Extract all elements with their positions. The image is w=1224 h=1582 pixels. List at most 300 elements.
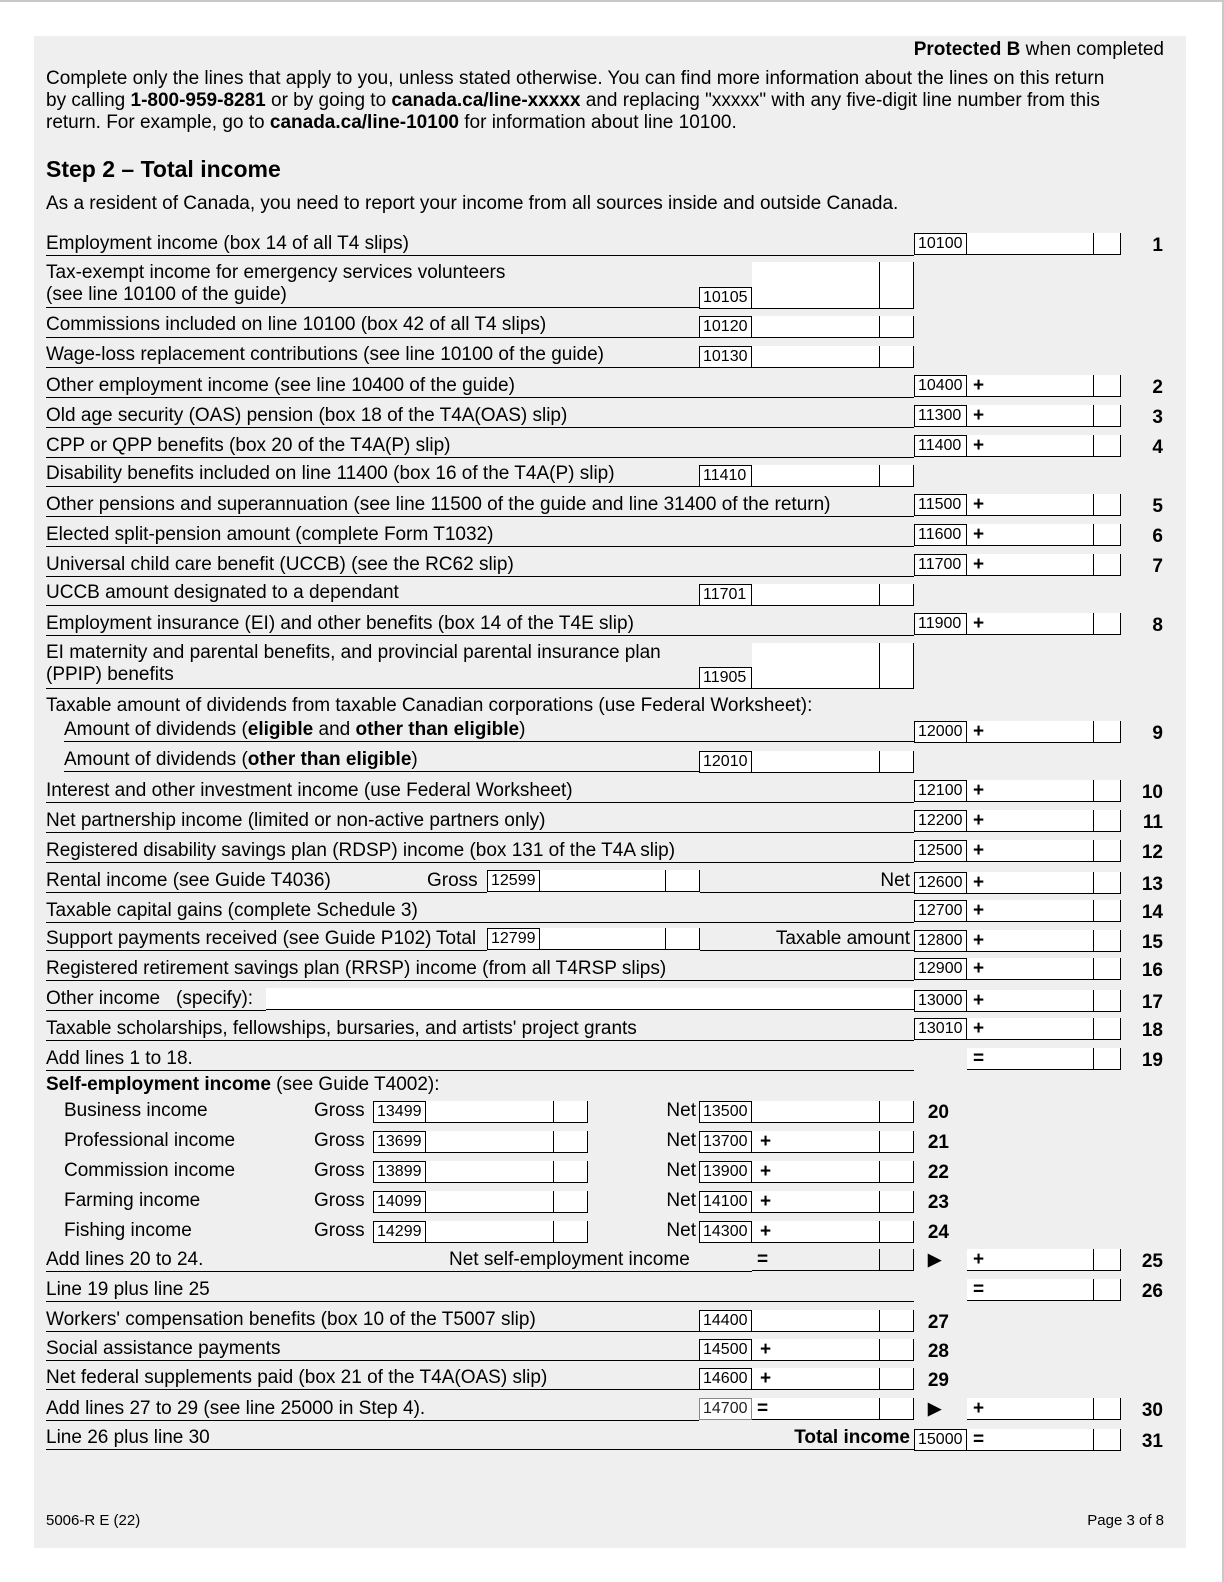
line-number-28: 28 <box>927 1341 949 1362</box>
amount-field-14700[interactable] <box>752 1398 914 1420</box>
line-number-14: 14 <box>1141 902 1163 923</box>
amount-field-14300-cents-divider <box>879 1221 880 1243</box>
r28-operator: + <box>760 1339 772 1360</box>
line-number-27: 27 <box>927 1312 949 1333</box>
amount-field-12100[interactable] <box>967 780 1121 802</box>
r4a-underline <box>46 486 699 487</box>
line-code-13900: 13900 <box>699 1161 752 1183</box>
amount-field-12500-cents-divider <box>1093 840 1094 862</box>
r26-operator: = <box>973 1279 985 1300</box>
r29-label: Net federal supplements paid (box 21 of the T4A(OAS) slip) <box>46 1367 548 1388</box>
r13-label: Rental income (see Guide T4036) <box>46 870 331 891</box>
r9-text: and <box>313 719 356 740</box>
line-code-12100: 12100 <box>914 780 967 802</box>
line-code-10100: 10100 <box>914 233 967 255</box>
r7-label: Universal child care benefit (UCCB) (see the RC62 slip) <box>46 554 514 575</box>
amount-field-12799[interactable] <box>540 928 700 950</box>
line-number-12: 12 <box>1141 842 1163 863</box>
line-number-5: 5 <box>1152 496 1163 517</box>
line-number-6: 6 <box>1152 526 1163 547</box>
amount-field-14500-cents-divider <box>879 1339 880 1361</box>
amount-field-12000[interactable] <box>967 721 1121 743</box>
r19-underline <box>46 1070 914 1071</box>
protected-b-rest: when completed <box>1020 39 1164 60</box>
amount-field-12800[interactable] <box>967 930 1121 952</box>
r16-label: Registered retirement savings plan (RRSP) income (from all T4RSP slips) <box>46 958 667 979</box>
intro-text: by calling <box>46 90 131 111</box>
line-code-15000: 15000 <box>914 1429 967 1451</box>
step-title: Step 2 – Total income <box>46 156 281 182</box>
line-number-2: 2 <box>1152 377 1163 398</box>
r1-underline <box>46 255 914 256</box>
amount-field-14100-cents-divider <box>879 1191 880 1213</box>
r30-label: Add lines 27 to 29 (see line 25000 in Step 4). <box>46 1398 426 1419</box>
r1c-underline <box>46 367 699 368</box>
r21-net-label: Net <box>666 1130 696 1151</box>
amount-field-11900[interactable] <box>967 613 1121 635</box>
line-code-11701: 11701 <box>699 584 752 606</box>
r8a-label-2: (PPIP) benefits <box>46 664 174 685</box>
intro-line-3 <box>46 112 737 134</box>
r30-underline <box>46 1420 699 1421</box>
amount-field-10120-cents-divider <box>879 316 880 338</box>
line-number-8: 8 <box>1152 615 1163 636</box>
line-number-31: 31 <box>1141 1431 1163 1452</box>
amount-field-11500[interactable] <box>967 494 1121 516</box>
line-code-12900: 12900 <box>914 958 967 980</box>
r15-label: Support payments received (see Guide P102) <box>46 928 432 949</box>
r29-underline <box>46 1389 699 1390</box>
r11-label: Net partnership income (limited or non-active partners only) <box>46 810 546 831</box>
amount-field-net-self-employment[interactable] <box>752 1249 914 1271</box>
r27-label: Workers' compensation benefits (box 10 of the T5007 slip) <box>46 1309 536 1330</box>
line-number-21: 21 <box>927 1132 949 1153</box>
r8-operator: + <box>973 613 985 634</box>
r30-equals: = <box>757 1398 769 1419</box>
r5-label: Other pensions and superannuation (see line 11500 of the guide and line 31400 of the return) <box>46 494 831 515</box>
amount-field-11600-cents-divider <box>1093 524 1094 546</box>
amount-field-14400[interactable] <box>752 1310 914 1332</box>
r9a-other-than-eligible: other than eligible <box>247 749 412 770</box>
amount-field-12500[interactable] <box>967 840 1121 862</box>
r9-other-than-eligible: other than eligible <box>355 719 520 740</box>
line-code-13000: 13000 <box>914 990 967 1012</box>
amount-field-14400-cents-divider <box>879 1310 880 1332</box>
amount-field-13699[interactable] <box>426 1131 588 1153</box>
line-number-7: 7 <box>1152 556 1163 577</box>
r12-label: Registered disability savings plan (RDSP) income (box 131 of the T4A slip) <box>46 840 676 861</box>
page-shadow-top <box>0 0 1224 2</box>
amount-field-12800-cents-divider <box>1093 930 1094 952</box>
r16-underline <box>46 980 914 981</box>
r21-label: Professional income <box>64 1130 236 1151</box>
r4-operator: + <box>973 435 985 456</box>
amount-field-11905-cents-divider <box>879 643 880 689</box>
r23-operator: + <box>760 1191 772 1212</box>
r20-net-label: Net <box>666 1100 696 1121</box>
total-income-label: Total income <box>794 1427 910 1448</box>
r17-underline <box>46 1010 266 1011</box>
amount-field-11600[interactable] <box>967 524 1121 546</box>
amount-field-14099[interactable] <box>426 1191 588 1213</box>
line-code-11600: 11600 <box>914 524 967 546</box>
amount-field-12010-cents-divider <box>879 751 880 773</box>
r24-net-label: Net <box>666 1220 696 1241</box>
r12-underline <box>46 862 914 863</box>
r9-operator: + <box>973 721 985 742</box>
r1-label: Employment income (box 14 of all T4 slips) <box>46 233 409 254</box>
line-code-11410: 11410 <box>699 465 752 487</box>
r1c-label: Wage-loss replacement contributions (see line 10100 of the guide) <box>46 344 605 365</box>
amount-field-14300[interactable] <box>752 1221 914 1243</box>
r14-operator: + <box>973 900 985 921</box>
r17-operator: + <box>973 990 985 1011</box>
r20-gross-label: Gross <box>314 1100 365 1121</box>
r2-label: Other employment income (see line 10400 of the guide) <box>46 375 515 396</box>
line-number-29: 29 <box>927 1370 949 1391</box>
r24-operator: + <box>760 1221 772 1242</box>
r14-underline <box>46 922 914 923</box>
r14-label: Taxable capital gains (complete Schedule 3) <box>46 900 418 921</box>
intro-text: and replacing "xxxxx" with any five-digit line number from this <box>580 90 1100 111</box>
line-number-3: 3 <box>1152 407 1163 428</box>
r1b-underline <box>46 337 699 338</box>
amount-field-10400[interactable] <box>967 375 1121 397</box>
form-identifier: 5006-R E (22) <box>46 1512 141 1529</box>
r20-label: Business income <box>64 1100 208 1121</box>
r26-label: Line 19 plus line 25 <box>46 1279 210 1300</box>
r22-operator: + <box>760 1161 772 1182</box>
line-code-11905: 11905 <box>699 667 752 689</box>
r22-net-label: Net <box>666 1160 696 1181</box>
r25-label: Add lines 20 to 24. <box>46 1249 204 1270</box>
r17-specify-label: (specify): <box>176 988 254 1009</box>
line-code-12010: 12010 <box>699 751 752 773</box>
r24-label: Fishing income <box>64 1220 192 1241</box>
r16-operator: + <box>973 958 985 979</box>
r5-operator: + <box>973 494 985 515</box>
r29-operator: + <box>760 1368 772 1389</box>
amount-field-13899[interactable] <box>426 1161 588 1183</box>
amount-field-13499[interactable] <box>426 1101 588 1123</box>
line-code-10400: 10400 <box>914 375 967 397</box>
amount-field-14299[interactable] <box>426 1221 588 1243</box>
r1a-label-1: Tax-exempt income for emergency services volunteers <box>46 262 506 283</box>
example-url-link[interactable]: canada.ca/line-10100 <box>269 112 459 133</box>
amount-field-line-19-cents-divider <box>1093 1048 1094 1070</box>
r6-underline <box>46 546 914 547</box>
line-number-19: 19 <box>1141 1050 1163 1071</box>
amount-field-14600[interactable] <box>752 1368 914 1390</box>
amount-field-10105-cents-divider <box>879 262 880 309</box>
amount-field-13010-cents-divider <box>1093 1018 1094 1040</box>
amount-field-12700[interactable] <box>967 900 1121 922</box>
amount-field-13900[interactable] <box>752 1161 914 1183</box>
line-code-14099: 14099 <box>373 1191 426 1213</box>
amount-field-12700-cents-divider <box>1093 900 1094 922</box>
protected-b-label: Protected B <box>913 39 1021 60</box>
amount-field-13900-cents-divider <box>879 1161 880 1183</box>
line-code-10105: 10105 <box>699 287 752 309</box>
r9-eligible: eligible <box>247 719 314 740</box>
amount-field-11700[interactable] <box>967 554 1121 576</box>
r17-label: Other income <box>46 988 161 1009</box>
amount-field-line-30[interactable] <box>967 1398 1121 1420</box>
line-number-25: 25 <box>1141 1251 1163 1272</box>
amount-field-12010[interactable] <box>752 751 914 773</box>
amount-field-line-25[interactable] <box>967 1249 1121 1271</box>
line-number-22: 22 <box>927 1162 949 1183</box>
amount-field-13000-cents-divider <box>1093 990 1094 1012</box>
line-code-12800: 12800 <box>914 930 967 952</box>
amount-field-12799-cents-divider <box>665 928 666 950</box>
line-code-12599: 12599 <box>487 870 540 892</box>
line-code-12600: 12600 <box>914 872 967 894</box>
amount-field-13699-cents-divider <box>553 1131 554 1153</box>
line-code-14700: 14700 <box>699 1398 752 1420</box>
r25-net-self-employment-label: Net self-employment income <box>449 1249 690 1270</box>
amount-field-14700-cents-divider <box>879 1398 880 1420</box>
dividends-heading: Taxable amount of dividends from taxable Canadian corporations (use Federal Worksheet): <box>46 695 813 716</box>
r13-underline <box>46 892 487 893</box>
line-number-15: 15 <box>1141 932 1163 953</box>
r13-net-underline <box>700 892 914 893</box>
line-code-12700: 12700 <box>914 900 967 922</box>
r3-operator: + <box>973 405 985 426</box>
amount-field-14099-cents-divider <box>553 1191 554 1213</box>
self-employment-heading-bold: Self-employment income <box>46 1074 271 1095</box>
amount-field-12600[interactable] <box>967 872 1121 894</box>
r7-operator: + <box>973 554 985 575</box>
amount-field-11410-cents-divider <box>879 465 880 487</box>
r8a-underline <box>46 688 699 689</box>
step-subtitle: As a resident of Canada, you need to report your income from all sources inside and outside Canada. <box>46 193 899 214</box>
r25-equals: = <box>757 1249 769 1270</box>
self-employment-heading <box>46 1074 440 1096</box>
line-code-11400: 11400 <box>914 435 967 457</box>
amount-field-12900[interactable] <box>967 958 1121 980</box>
r1b-label: Commissions included on line 10100 (box 42 of all T4 slips) <box>46 314 547 335</box>
r2-underline <box>46 397 914 398</box>
line-code-13010: 13010 <box>914 1018 967 1040</box>
amount-field-11300[interactable] <box>967 405 1121 427</box>
amount-field-10120[interactable] <box>752 316 914 338</box>
amount-field-line-19[interactable] <box>967 1048 1121 1070</box>
amount-field-11701[interactable] <box>752 584 914 606</box>
line-code-12500: 12500 <box>914 840 967 862</box>
r3-label: Old age security (OAS) pension (box 18 of the T4A(OAS) slip) <box>46 405 568 426</box>
r7a-label: UCCB amount designated to a dependant <box>46 582 399 603</box>
r9a-label <box>64 749 418 771</box>
amount-field-12599-cents-divider <box>665 870 666 892</box>
line-code-14500: 14500 <box>699 1339 752 1361</box>
amount-field-11400[interactable] <box>967 435 1121 457</box>
line-number-9: 9 <box>1152 723 1163 744</box>
r9a-text: Amount of dividends ( <box>64 749 248 770</box>
r31-label: Line 26 plus line 30 <box>46 1427 210 1448</box>
amount-field-12599[interactable] <box>540 870 700 892</box>
r11-operator: + <box>973 810 985 831</box>
line-code-13499: 13499 <box>373 1101 426 1123</box>
r25-underline <box>46 1271 752 1272</box>
r9-text: ) <box>519 719 526 740</box>
r12-operator: + <box>973 840 985 861</box>
line-number-1: 1 <box>1152 235 1163 256</box>
r9-underline <box>64 741 914 742</box>
line-number-17: 17 <box>1141 992 1163 1013</box>
r22-label: Commission income <box>64 1160 236 1181</box>
amount-field-11410[interactable] <box>752 465 914 487</box>
r5-underline <box>46 516 914 517</box>
r1a-label-2: (see line 10100 of the guide) <box>46 284 287 305</box>
amount-field-13010[interactable] <box>967 1018 1121 1040</box>
amount-field-11905[interactable] <box>752 643 914 689</box>
line-code-14300: 14300 <box>699 1221 752 1243</box>
r15-underline <box>46 950 487 951</box>
r6-label: Elected split-pension amount (complete Form T1032) <box>46 524 494 545</box>
line-url-link[interactable]: canada.ca/line-xxxxx <box>391 90 581 111</box>
line-code-13700: 13700 <box>699 1131 752 1153</box>
r10-label: Interest and other investment income (use Federal Worksheet) <box>46 780 573 801</box>
line-code-11300: 11300 <box>914 405 967 427</box>
amount-field-11701-cents-divider <box>879 584 880 606</box>
r27-underline <box>46 1331 699 1332</box>
amount-field-10105[interactable] <box>752 262 914 309</box>
r15-net-underline <box>700 950 914 951</box>
self-employment-heading-rest: (see Guide T4002): <box>270 1074 440 1095</box>
r23-label: Farming income <box>64 1190 201 1211</box>
arrow-right-icon: ▶ <box>928 1250 942 1269</box>
other-income-specify-input[interactable] <box>266 988 914 1010</box>
amount-field-13000[interactable] <box>967 990 1121 1012</box>
r23-net-label: Net <box>666 1190 696 1211</box>
line-code-13500: 13500 <box>699 1101 752 1123</box>
line-code-14299: 14299 <box>373 1221 426 1243</box>
line-number-23: 23 <box>927 1192 949 1213</box>
r28-underline <box>46 1360 699 1361</box>
amount-field-line-25-cents-divider <box>1093 1249 1094 1271</box>
amount-field-14500[interactable] <box>752 1339 914 1361</box>
r31-underline <box>46 1449 914 1450</box>
line-number-16: 16 <box>1141 960 1163 981</box>
page-number: Page 3 of 8 <box>1087 1512 1164 1529</box>
r4-underline <box>46 457 914 458</box>
amount-field-15000-cents-divider <box>1093 1429 1094 1451</box>
net-self-employment-cents-divider <box>879 1249 880 1271</box>
intro-text: or by going to <box>265 90 392 111</box>
r6-operator: + <box>973 524 985 545</box>
intro-line-1: Complete only the lines that apply to you, unless stated otherwise. You can find more information about the lines on this return <box>46 68 1105 89</box>
amount-field-11700-cents-divider <box>1093 554 1094 576</box>
r9-text: Amount of dividends ( <box>64 719 248 740</box>
amount-field-13499-cents-divider <box>553 1101 554 1123</box>
line-code-10130: 10130 <box>699 346 752 368</box>
r18-underline <box>46 1040 914 1041</box>
r8-underline <box>46 635 914 636</box>
amount-field-12200-cents-divider <box>1093 810 1094 832</box>
line-code-12200: 12200 <box>914 810 967 832</box>
amount-field-12000-cents-divider <box>1093 721 1094 743</box>
line-number-11: 11 <box>1142 812 1163 833</box>
r2-operator: + <box>973 375 985 396</box>
amount-field-14100[interactable] <box>752 1191 914 1213</box>
line-number-10: 10 <box>1141 782 1163 803</box>
line-number-4: 4 <box>1152 437 1163 458</box>
amount-field-12200[interactable] <box>967 810 1121 832</box>
r9a-text: ) <box>411 749 418 770</box>
r9-label <box>64 719 525 741</box>
r31-operator: = <box>973 1429 985 1450</box>
r13-operator: + <box>973 872 985 893</box>
r13-gross-label: Gross <box>427 870 478 891</box>
amount-field-11500-cents-divider <box>1093 494 1094 516</box>
r11-underline <box>46 832 914 833</box>
r21-gross-label: Gross <box>314 1130 365 1151</box>
amount-field-11400-cents-divider <box>1093 435 1094 457</box>
r8-label: Employment insurance (EI) and other benefits (box 14 of the T4E slip) <box>46 613 634 634</box>
r21-operator: + <box>760 1131 772 1152</box>
line-code-12000: 12000 <box>914 721 967 743</box>
line-number-26: 26 <box>1141 1281 1163 1302</box>
r25-operator: + <box>973 1249 985 1270</box>
r3-underline <box>46 427 914 428</box>
amount-field-13700[interactable] <box>752 1131 914 1153</box>
amount-field-12600-cents-divider <box>1093 872 1094 894</box>
r18-operator: + <box>973 1018 985 1039</box>
r19-label: Add lines 1 to 18. <box>46 1048 193 1069</box>
line-number-24: 24 <box>927 1222 949 1243</box>
r10-operator: + <box>973 780 985 801</box>
amount-field-13700-cents-divider <box>879 1131 880 1153</box>
r1a-underline <box>46 307 699 308</box>
intro-line-2 <box>46 90 1100 112</box>
amount-field-10130[interactable] <box>752 346 914 368</box>
amount-field-10100[interactable] <box>967 233 1121 255</box>
intro-text: for information about line 10100. <box>458 112 737 133</box>
r15-operator: + <box>973 930 985 951</box>
amount-field-14600-cents-divider <box>879 1368 880 1390</box>
r28-label: Social assistance payments <box>46 1338 281 1359</box>
r24-gross-label: Gross <box>314 1220 365 1241</box>
amount-field-11900-cents-divider <box>1093 613 1094 635</box>
amount-field-14299-cents-divider <box>553 1221 554 1243</box>
amount-field-12900-cents-divider <box>1093 958 1094 980</box>
r26-underline <box>46 1301 914 1302</box>
line-number-30: 30 <box>1141 1400 1163 1421</box>
r7a-underline <box>46 605 699 606</box>
r22-gross-label: Gross <box>314 1160 365 1181</box>
protected-b-notice <box>914 39 1164 61</box>
line-code-11500: 11500 <box>914 494 967 516</box>
amount-field-13500[interactable] <box>752 1101 914 1123</box>
r19-operator: = <box>973 1048 985 1069</box>
amount-field-15000[interactable] <box>967 1429 1121 1451</box>
intro-text: return. For example, go to <box>46 112 270 133</box>
line-code-14600: 14600 <box>699 1368 752 1390</box>
amount-field-13500-cents-divider <box>879 1101 880 1123</box>
r13-net-label: Net <box>880 870 910 891</box>
amount-field-10400-cents-divider <box>1093 375 1094 397</box>
amount-field-line-26[interactable] <box>967 1279 1121 1301</box>
r10-underline <box>46 802 914 803</box>
line-code-11700: 11700 <box>914 554 967 576</box>
phone-number: 1-800-959-8281 <box>130 90 266 111</box>
r7-underline <box>46 576 914 577</box>
r30-operator: + <box>973 1398 985 1419</box>
line-code-14400: 14400 <box>699 1310 752 1332</box>
amount-field-line-26-cents-divider <box>1093 1279 1094 1301</box>
amount-field-line-30-cents-divider <box>1093 1398 1094 1420</box>
